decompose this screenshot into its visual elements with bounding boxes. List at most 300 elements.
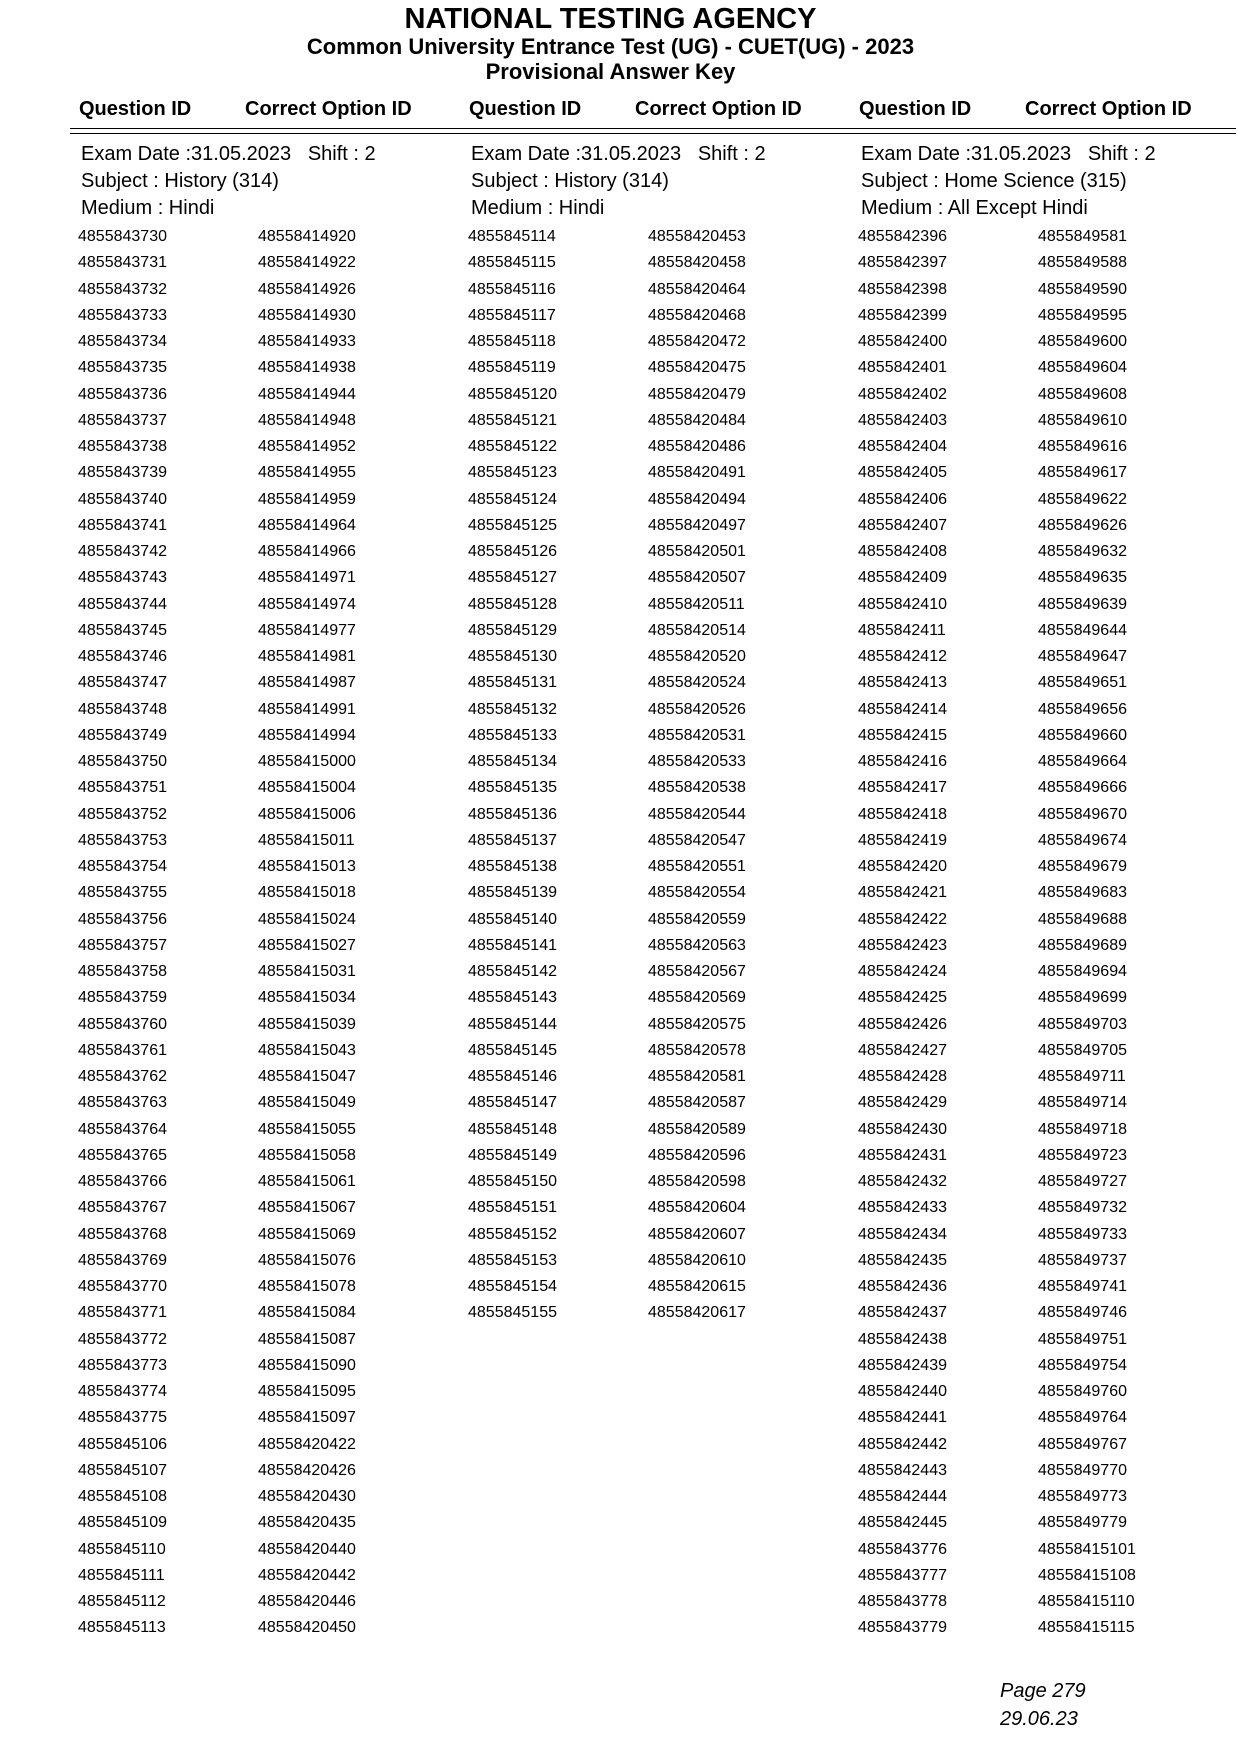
correct-option-id-cell: 48558415095 bbox=[258, 1383, 356, 1400]
correct-option-id-cell: 4855849581 bbox=[1038, 228, 1127, 245]
question-id-cell: 4855843758 bbox=[78, 963, 167, 980]
question-id-cell: 4855845153 bbox=[468, 1251, 557, 1269]
correct-option-id-cell: 48558420567 bbox=[648, 963, 746, 980]
correct-option-id-cell: 48558415108 bbox=[1038, 1566, 1136, 1584]
correct-option-id-cell: 4855849610 bbox=[1038, 411, 1127, 429]
correct-option-id-cell: 48558415097 bbox=[258, 1409, 356, 1427]
correct-option-id-cell: 48558420440 bbox=[258, 1540, 356, 1558]
correct-option-id-cell: 4855849767 bbox=[1038, 1435, 1127, 1453]
medium: Medium : All Except Hindi bbox=[861, 197, 1088, 219]
question-id-cell: 4855842399 bbox=[858, 306, 947, 324]
question-id-cell: 4855845129 bbox=[468, 621, 557, 639]
correct-option-id-cell: 48558420581 bbox=[648, 1068, 746, 1085]
correct-option-id-cell: 4855849714 bbox=[1038, 1094, 1127, 1112]
correct-option-id-cell: 48558415011 bbox=[258, 831, 355, 849]
question-id-cell: 4855842396 bbox=[858, 228, 947, 245]
question-id-cell: 4855843743 bbox=[78, 569, 167, 587]
question-id-cell: 4855845154 bbox=[468, 1278, 557, 1295]
correct-option-id-cell: 48558415049 bbox=[258, 1094, 356, 1112]
question-id-cell: 4855845119 bbox=[468, 359, 556, 377]
correct-option-id-cell: 48558420544 bbox=[648, 805, 746, 823]
correct-option-id-cell: 4855849626 bbox=[1038, 516, 1127, 534]
correct-option-id-cell: 48558420491 bbox=[648, 464, 746, 482]
exam-date-value: Exam Date :31.05.2023 bbox=[861, 143, 1072, 165]
correct-option-id-cell: 48558415004 bbox=[258, 779, 356, 797]
question-id-cell: 4855845133 bbox=[468, 726, 557, 744]
exam-date bbox=[81, 141, 376, 168]
correct-option-id-cell: 48558414938 bbox=[258, 359, 356, 377]
correct-option-id-cell: 48558420479 bbox=[648, 385, 746, 403]
correct-option-id-cell: 48558415018 bbox=[258, 884, 356, 902]
question-id-cell: 4855842434 bbox=[858, 1225, 947, 1243]
question-id-cell: 4855845147 bbox=[468, 1094, 557, 1112]
question-id-cell: 4855845130 bbox=[468, 648, 557, 665]
question-id-cell: 4855842418 bbox=[858, 805, 947, 823]
question-id-cell: 4855842404 bbox=[858, 438, 947, 455]
correct-option-id-cell: 48558420538 bbox=[648, 779, 746, 797]
question-id-cell: 4855842444 bbox=[858, 1488, 947, 1505]
question-id-cell: 4855842419 bbox=[858, 831, 947, 849]
question-id-cell: 4855843760 bbox=[78, 1015, 167, 1033]
correct-option-id-cell: 48558420607 bbox=[648, 1225, 746, 1243]
question-id-cell: 4855843774 bbox=[78, 1383, 167, 1400]
question-id-cell: 4855842408 bbox=[858, 543, 947, 560]
question-id-cell: 4855842415 bbox=[858, 726, 947, 744]
correct-option-id-cell: 48558415078 bbox=[258, 1278, 356, 1295]
question-id-cell: 4855842405 bbox=[858, 464, 947, 482]
question-id-cell: 4855842417 bbox=[858, 779, 947, 797]
correct-option-id-cell: 48558420484 bbox=[648, 411, 746, 429]
question-id-cell: 4855843757 bbox=[78, 936, 167, 954]
question-id-cell: 4855845107 bbox=[78, 1461, 167, 1479]
question-id-cell: 4855843741 bbox=[78, 516, 167, 534]
question-id-cell: 4855842432 bbox=[858, 1173, 947, 1190]
correct-option-id-cell: 48558415034 bbox=[258, 989, 356, 1007]
correct-option-id-cell: 48558415031 bbox=[258, 963, 356, 980]
question-id-cell: 4855845112 bbox=[78, 1593, 166, 1610]
correct-option-id-cell: 48558415047 bbox=[258, 1068, 356, 1085]
question-id-cell: 4855842401 bbox=[858, 359, 947, 377]
correct-option-id-cell: 4855849746 bbox=[1038, 1304, 1127, 1322]
question-id-cell: 4855845108 bbox=[78, 1488, 167, 1505]
question-id-cell: 4855845125 bbox=[468, 516, 557, 534]
correct-option-id-cell: 48558420422 bbox=[258, 1435, 356, 1453]
question-id-cell: 4855843732 bbox=[78, 280, 167, 298]
correct-option-id-cell: 48558420497 bbox=[648, 516, 746, 534]
question-id-cell: 4855843773 bbox=[78, 1356, 167, 1374]
question-id-cell: 4855843777 bbox=[858, 1566, 947, 1584]
correct-option-id-cell: 48558415027 bbox=[258, 936, 356, 954]
question-id-cell: 4855845109 bbox=[78, 1514, 167, 1532]
question-id-cell: 4855845141 bbox=[468, 936, 557, 954]
correct-option-id-cell: 48558414920 bbox=[258, 228, 356, 245]
question-id-cell: 4855843755 bbox=[78, 884, 167, 902]
correct-option-id-cell: 48558420596 bbox=[648, 1146, 746, 1164]
correct-option-id-cell: 4855849635 bbox=[1038, 569, 1127, 587]
print-date: 29.06.23 bbox=[1000, 1708, 1078, 1730]
question-id-cell: 4855843763 bbox=[78, 1094, 167, 1112]
question-id-cell: 4855845142 bbox=[468, 963, 557, 980]
question-id-cell: 4855843778 bbox=[858, 1593, 947, 1610]
correct-option-id-cell: 48558420615 bbox=[648, 1278, 746, 1295]
question-id-cell: 4855842397 bbox=[858, 254, 947, 272]
question-id-cell: 4855845138 bbox=[468, 858, 557, 875]
question-id-cell: 4855845143 bbox=[468, 989, 557, 1007]
correct-option-id-cell: 48558414952 bbox=[258, 438, 356, 455]
correct-option-id-cell: 48558414987 bbox=[258, 674, 356, 692]
question-id-cell: 4855842421 bbox=[858, 884, 947, 902]
question-id-cell: 4855843768 bbox=[78, 1225, 167, 1243]
question-id-cell: 4855845144 bbox=[468, 1015, 557, 1033]
correct-option-id-cell: 4855849644 bbox=[1038, 621, 1127, 639]
correct-option-id-cell: 48558414974 bbox=[258, 595, 356, 613]
question-id-cell: 4855845150 bbox=[468, 1173, 557, 1190]
correct-option-id-cell: 48558420598 bbox=[648, 1173, 746, 1190]
correct-option-id-cell: 4855849760 bbox=[1038, 1383, 1127, 1400]
agency-title: NATIONAL TESTING AGENCY bbox=[404, 3, 817, 35]
question-id-cell: 4855842411 bbox=[858, 621, 946, 639]
correct-option-id-cell: 4855849703 bbox=[1038, 1015, 1127, 1033]
question-id-cell: 4855845145 bbox=[468, 1041, 557, 1059]
question-id-cell: 4855842428 bbox=[858, 1068, 947, 1085]
correct-option-id-cell: 4855849770 bbox=[1038, 1461, 1127, 1479]
correct-option-id-cell: 48558415000 bbox=[258, 753, 356, 770]
correct-option-id-cell: 48558415024 bbox=[258, 910, 356, 928]
question-id-cell: 4855843761 bbox=[78, 1041, 167, 1059]
question-id-cell: 4855843744 bbox=[78, 595, 167, 613]
correct-option-id-cell: 48558415043 bbox=[258, 1041, 356, 1059]
question-id-cell: 4855845128 bbox=[468, 595, 557, 613]
correct-option-id-cell: 48558415055 bbox=[258, 1120, 356, 1138]
correct-option-id-cell: 48558420554 bbox=[648, 884, 746, 902]
correct-option-id-cell: 4855849600 bbox=[1038, 333, 1127, 350]
question-id-cell: 4855843751 bbox=[78, 779, 167, 797]
question-id-cell: 4855842441 bbox=[858, 1409, 947, 1427]
question-id-cell: 4855843765 bbox=[78, 1146, 167, 1164]
correct-option-id-cell: 4855849679 bbox=[1038, 858, 1127, 875]
correct-option-id-cell: 48558420442 bbox=[258, 1566, 356, 1584]
question-id-cell: 4855845122 bbox=[468, 438, 557, 455]
correct-option-id-cell: 48558415115 bbox=[1038, 1619, 1135, 1637]
correct-option-id-cell: 4855849779 bbox=[1038, 1514, 1127, 1532]
correct-option-id-cell: 4855849711 bbox=[1038, 1068, 1126, 1085]
column-header-question-id: Question ID bbox=[859, 98, 972, 120]
correct-option-id-cell: 48558414964 bbox=[258, 516, 356, 534]
question-id-cell: 4855842436 bbox=[858, 1278, 947, 1295]
question-id-cell: 4855843752 bbox=[78, 805, 167, 823]
question-id-cell: 4855845111 bbox=[78, 1566, 165, 1584]
header-divider bbox=[70, 133, 1236, 134]
question-id-cell: 4855843746 bbox=[78, 648, 167, 665]
correct-option-id-cell: 48558414955 bbox=[258, 464, 356, 482]
question-id-cell: 4855843766 bbox=[78, 1173, 167, 1190]
page-number: Page 279 bbox=[1000, 1680, 1086, 1702]
question-id-cell: 4855843733 bbox=[78, 306, 167, 324]
question-id-cell: 4855843753 bbox=[78, 831, 167, 849]
question-id-cell: 4855843740 bbox=[78, 490, 167, 508]
correct-option-id-cell: 48558414991 bbox=[258, 700, 356, 718]
question-id-cell: 4855843779 bbox=[858, 1619, 947, 1637]
question-id-cell: 4855842420 bbox=[858, 858, 947, 875]
column-header-question-id: Question ID bbox=[79, 98, 192, 120]
correct-option-id-cell: 4855849741 bbox=[1038, 1278, 1127, 1295]
question-id-cell: 4855843759 bbox=[78, 989, 167, 1007]
question-id-cell: 4855845113 bbox=[78, 1619, 166, 1637]
question-id-cell: 4855845114 bbox=[468, 228, 556, 245]
correct-option-id-cell: 48558415039 bbox=[258, 1015, 356, 1033]
question-id-cell: 4855845132 bbox=[468, 700, 557, 718]
correct-option-id-cell: 48558420472 bbox=[648, 333, 746, 350]
question-id-cell: 4855842423 bbox=[858, 936, 947, 954]
correct-option-id-cell: 48558415084 bbox=[258, 1304, 356, 1322]
correct-option-id-cell: 48558420450 bbox=[258, 1619, 356, 1637]
correct-option-id-cell: 48558414994 bbox=[258, 726, 356, 744]
subject: Subject : History (314) bbox=[471, 170, 669, 192]
correct-option-id-cell: 4855849754 bbox=[1038, 1356, 1127, 1374]
question-id-cell: 4855843734 bbox=[78, 333, 167, 350]
correct-option-id-cell: 4855849773 bbox=[1038, 1488, 1127, 1505]
question-id-cell: 4855842424 bbox=[858, 963, 947, 980]
correct-option-id-cell: 4855849727 bbox=[1038, 1173, 1127, 1190]
correct-option-id-cell: 4855849647 bbox=[1038, 648, 1127, 665]
question-id-cell: 4855845127 bbox=[468, 569, 557, 587]
subject: Subject : History (314) bbox=[81, 170, 279, 192]
correct-option-id-cell: 48558414926 bbox=[258, 280, 356, 298]
correct-option-id-cell: 48558415087 bbox=[258, 1330, 356, 1348]
question-id-cell: 4855845106 bbox=[78, 1435, 167, 1453]
question-id-cell: 4855843735 bbox=[78, 359, 167, 377]
column-header-correct-option-id: Correct Option ID bbox=[245, 98, 412, 120]
question-id-cell: 4855842402 bbox=[858, 385, 947, 403]
correct-option-id-cell: 48558414933 bbox=[258, 333, 356, 350]
correct-option-id-cell: 48558420494 bbox=[648, 490, 746, 508]
exam-subtitle: Common University Entrance Test (UG) - CUET(UG) - 2023 bbox=[306, 34, 915, 59]
question-id-cell: 4855842440 bbox=[858, 1383, 947, 1400]
correct-option-id-cell: 48558420475 bbox=[648, 359, 746, 377]
exam-date-value: Exam Date :31.05.2023 bbox=[471, 143, 682, 165]
correct-option-id-cell: 48558420524 bbox=[648, 674, 746, 692]
question-id-cell: 4855843737 bbox=[78, 411, 167, 429]
correct-option-id-cell: 48558420511 bbox=[648, 595, 745, 613]
question-id-cell: 4855845117 bbox=[468, 306, 556, 324]
shift-value: Shift : 2 bbox=[697, 143, 766, 165]
question-id-cell: 4855843776 bbox=[858, 1540, 947, 1558]
correct-option-id-cell: 48558420551 bbox=[648, 858, 746, 875]
correct-option-id-cell: 4855849751 bbox=[1038, 1330, 1127, 1348]
question-id-cell: 4855843770 bbox=[78, 1278, 167, 1295]
correct-option-id-cell: 4855849718 bbox=[1038, 1120, 1127, 1138]
question-id-cell: 4855842407 bbox=[858, 516, 947, 534]
shift-value: Shift : 2 bbox=[1087, 143, 1156, 165]
correct-option-id-cell: 4855849608 bbox=[1038, 385, 1127, 403]
question-id-cell: 4855842439 bbox=[858, 1356, 947, 1374]
correct-option-id-cell: 4855849683 bbox=[1038, 884, 1127, 902]
correct-option-id-cell: 4855849639 bbox=[1038, 595, 1127, 613]
question-id-cell: 4855842409 bbox=[858, 569, 947, 587]
question-id-cell: 4855842403 bbox=[858, 411, 947, 429]
question-id-cell: 4855845134 bbox=[468, 753, 557, 770]
correct-option-id-cell: 4855849616 bbox=[1038, 438, 1127, 455]
correct-option-id-cell: 4855849590 bbox=[1038, 280, 1127, 298]
question-id-cell: 4855843775 bbox=[78, 1409, 167, 1427]
question-id-cell: 4855843742 bbox=[78, 543, 167, 560]
correct-option-id-cell: 48558420486 bbox=[648, 438, 746, 455]
correct-option-id-cell: 48558420464 bbox=[648, 280, 746, 298]
correct-option-id-cell: 48558414971 bbox=[258, 569, 356, 587]
correct-option-id-cell: 4855849688 bbox=[1038, 910, 1127, 928]
correct-option-id-cell: 48558414944 bbox=[258, 385, 356, 403]
correct-option-id-cell: 4855849674 bbox=[1038, 831, 1127, 849]
question-id-cell: 4855845149 bbox=[468, 1146, 557, 1164]
question-id-cell: 4855842443 bbox=[858, 1461, 947, 1479]
correct-option-id-cell: 48558420617 bbox=[648, 1304, 746, 1322]
exam-date bbox=[861, 141, 1156, 168]
exam-date bbox=[471, 141, 766, 168]
correct-option-id-cell: 48558420559 bbox=[648, 910, 746, 928]
correct-option-id-cell: 4855849737 bbox=[1038, 1251, 1127, 1269]
correct-option-id-cell: 48558415069 bbox=[258, 1225, 356, 1243]
question-id-cell: 4855842427 bbox=[858, 1041, 947, 1059]
exam-date-value: Exam Date :31.05.2023 bbox=[81, 143, 292, 165]
question-id-cell: 4855845135 bbox=[468, 779, 557, 797]
question-id-cell: 4855843767 bbox=[78, 1199, 167, 1217]
question-id-cell: 4855843769 bbox=[78, 1251, 167, 1269]
question-id-cell: 4855843772 bbox=[78, 1330, 167, 1348]
correct-option-id-cell: 4855849617 bbox=[1038, 464, 1127, 482]
question-id-cell: 4855842445 bbox=[858, 1514, 947, 1532]
question-id-cell: 4855843738 bbox=[78, 438, 167, 455]
question-id-cell: 4855842435 bbox=[858, 1251, 947, 1269]
question-id-cell: 4855842406 bbox=[858, 490, 947, 508]
question-id-cell: 4855843745 bbox=[78, 621, 167, 639]
question-id-cell: 4855842431 bbox=[858, 1146, 947, 1164]
correct-option-id-cell: 48558420426 bbox=[258, 1461, 356, 1479]
correct-option-id-cell: 48558415110 bbox=[1038, 1593, 1135, 1610]
correct-option-id-cell: 48558415058 bbox=[258, 1146, 356, 1164]
question-id-cell: 4855845136 bbox=[468, 805, 557, 823]
question-id-cell: 4855842414 bbox=[858, 700, 947, 718]
correct-option-id-cell: 48558415076 bbox=[258, 1251, 356, 1269]
question-id-cell: 4855845131 bbox=[468, 674, 557, 692]
question-id-cell: 4855842410 bbox=[858, 595, 947, 613]
question-id-cell: 4855845110 bbox=[78, 1540, 166, 1558]
medium: Medium : Hindi bbox=[81, 197, 215, 219]
question-id-cell: 4855845146 bbox=[468, 1068, 557, 1085]
correct-option-id-cell: 48558420507 bbox=[648, 569, 746, 587]
question-id-cell: 4855845121 bbox=[468, 411, 557, 429]
correct-option-id-cell: 48558415061 bbox=[258, 1173, 356, 1190]
correct-option-id-cell: 4855849664 bbox=[1038, 753, 1127, 770]
question-id-cell: 4855842416 bbox=[858, 753, 947, 770]
question-id-cell: 4855843771 bbox=[78, 1304, 167, 1322]
column-header-correct-option-id: Correct Option ID bbox=[1025, 98, 1192, 120]
correct-option-id-cell: 48558420435 bbox=[258, 1514, 356, 1532]
correct-option-id-cell: 48558414966 bbox=[258, 543, 356, 560]
question-id-cell: 4855845139 bbox=[468, 884, 557, 902]
correct-option-id-cell: 48558420589 bbox=[648, 1120, 746, 1138]
correct-option-id-cell: 48558420531 bbox=[648, 726, 746, 744]
question-id-cell: 4855845124 bbox=[468, 490, 557, 508]
question-id-cell: 4855843749 bbox=[78, 726, 167, 744]
correct-option-id-cell: 48558420578 bbox=[648, 1041, 746, 1059]
correct-option-id-cell: 48558420446 bbox=[258, 1593, 356, 1610]
correct-option-id-cell: 48558420533 bbox=[648, 753, 746, 770]
correct-option-id-cell: 48558414930 bbox=[258, 306, 356, 324]
correct-option-id-cell: 48558420514 bbox=[648, 621, 746, 639]
question-id-cell: 4855842413 bbox=[858, 674, 947, 692]
question-id-cell: 4855843762 bbox=[78, 1068, 167, 1085]
question-id-cell: 4855843748 bbox=[78, 700, 167, 718]
correct-option-id-cell: 48558420453 bbox=[648, 228, 746, 245]
correct-option-id-cell: 4855849632 bbox=[1038, 543, 1127, 560]
correct-option-id-cell: 48558420575 bbox=[648, 1015, 746, 1033]
question-id-cell: 4855842398 bbox=[858, 280, 947, 298]
correct-option-id-cell: 4855849622 bbox=[1038, 490, 1127, 508]
question-id-cell: 4855842412 bbox=[858, 648, 947, 665]
correct-option-id-cell: 48558420610 bbox=[648, 1251, 746, 1269]
question-id-cell: 4855842400 bbox=[858, 333, 947, 350]
correct-option-id-cell: 48558415101 bbox=[1038, 1540, 1136, 1558]
question-id-cell: 4855845118 bbox=[468, 333, 556, 350]
question-id-cell: 4855842422 bbox=[858, 910, 947, 928]
question-id-cell: 4855845152 bbox=[468, 1225, 557, 1243]
question-id-cell: 4855845126 bbox=[468, 543, 557, 560]
correct-option-id-cell: 48558420520 bbox=[648, 648, 746, 665]
question-id-cell: 4855843750 bbox=[78, 753, 167, 770]
header-divider bbox=[70, 128, 1236, 129]
column-header-question-id: Question ID bbox=[469, 98, 582, 120]
correct-option-id-cell: 48558420468 bbox=[648, 306, 746, 324]
correct-option-id-cell: 48558420604 bbox=[648, 1199, 746, 1217]
question-id-cell: 4855843730 bbox=[78, 228, 167, 245]
correct-option-id-cell: 48558414922 bbox=[258, 254, 356, 272]
correct-option-id-cell: 4855849670 bbox=[1038, 805, 1127, 823]
question-id-cell: 4855843731 bbox=[78, 254, 167, 272]
correct-option-id-cell: 48558420569 bbox=[648, 989, 746, 1007]
question-id-cell: 4855842425 bbox=[858, 989, 947, 1007]
correct-option-id-cell: 48558420563 bbox=[648, 936, 746, 954]
correct-option-id-cell: 48558414959 bbox=[258, 490, 356, 508]
correct-option-id-cell: 4855849689 bbox=[1038, 936, 1127, 954]
question-id-cell: 4855845155 bbox=[468, 1304, 557, 1322]
question-id-cell: 4855845151 bbox=[468, 1199, 557, 1217]
shift-value: Shift : 2 bbox=[307, 143, 376, 165]
correct-option-id-cell: 48558420501 bbox=[648, 543, 746, 560]
question-id-cell: 4855845123 bbox=[468, 464, 557, 482]
question-id-cell: 4855843754 bbox=[78, 858, 167, 875]
question-id-cell: 4855842442 bbox=[858, 1435, 947, 1453]
correct-option-id-cell: 48558420587 bbox=[648, 1094, 746, 1112]
correct-option-id-cell: 4855849604 bbox=[1038, 359, 1127, 377]
correct-option-id-cell: 4855849588 bbox=[1038, 254, 1127, 272]
question-id-cell: 4855845120 bbox=[468, 385, 557, 403]
correct-option-id-cell: 4855849656 bbox=[1038, 700, 1127, 718]
correct-option-id-cell: 4855849723 bbox=[1038, 1146, 1127, 1164]
correct-option-id-cell: 4855849651 bbox=[1038, 674, 1127, 692]
question-id-cell: 4855842430 bbox=[858, 1120, 947, 1138]
question-id-cell: 4855843747 bbox=[78, 674, 167, 692]
correct-option-id-cell: 4855849733 bbox=[1038, 1225, 1127, 1243]
question-id-cell: 4855845116 bbox=[468, 280, 556, 298]
correct-option-id-cell: 48558415013 bbox=[258, 858, 356, 875]
subject: Subject : Home Science (315) bbox=[861, 170, 1127, 192]
question-id-cell: 4855842438 bbox=[858, 1330, 947, 1348]
correct-option-id-cell: 48558415006 bbox=[258, 805, 356, 823]
correct-option-id-cell: 48558420430 bbox=[258, 1488, 356, 1505]
correct-option-id-cell: 48558420458 bbox=[648, 254, 746, 272]
correct-option-id-cell: 48558414981 bbox=[258, 648, 356, 665]
question-id-cell: 4855843736 bbox=[78, 385, 167, 403]
